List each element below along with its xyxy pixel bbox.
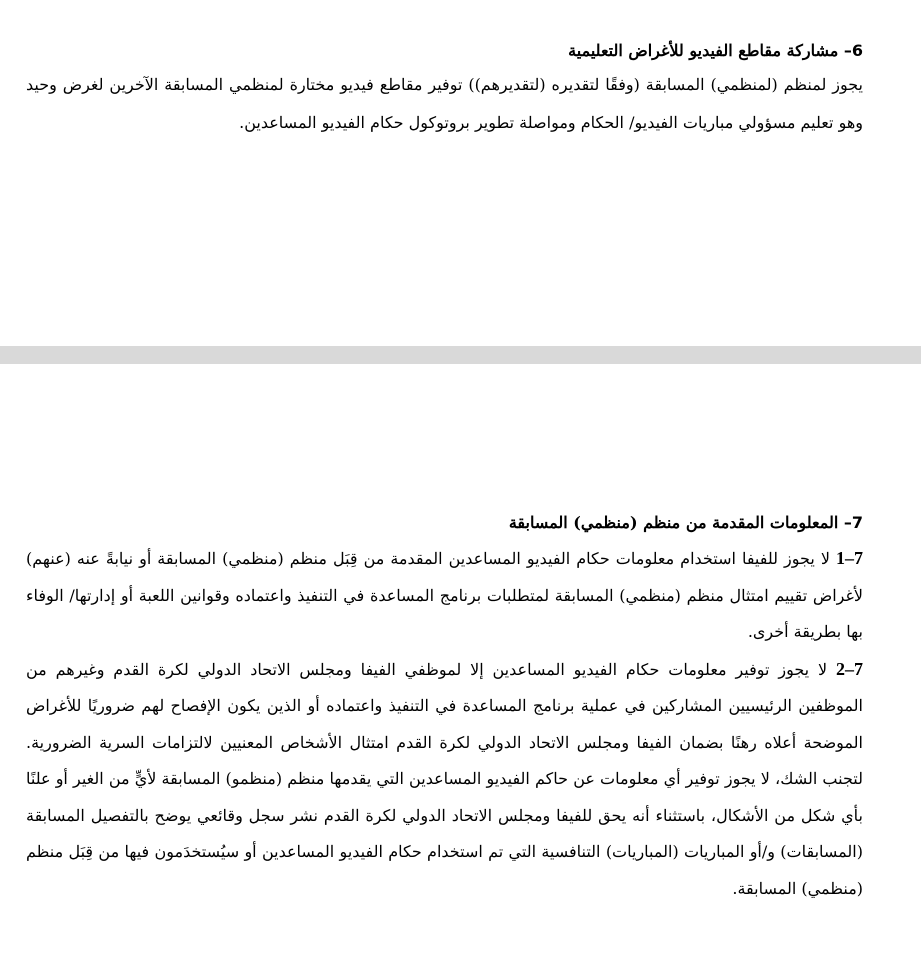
clause-7-1 (26, 540, 863, 651)
clause-7-1-text: لا يجوز للفيفا استخدام معلومات حكام الفيديو المساعدين المقدمة من قِبَل منظم (منظمي) المسابقة أو نيابةً عنه (عنهم) لأغراض تقييم امتثال منظم (منظمي) المسابقة لمتطلبات برنامج المساعدة في التنفيذ واعتماده وقوانين اللعبة أو إدارتها/ الوفاء بها بطريقة أخرى. (26, 549, 863, 641)
clause-7-1-number: 7–1 (836, 548, 864, 568)
section-7-number: 7– (843, 513, 863, 532)
section-6-heading (26, 36, 863, 66)
document-page-upper (0, 0, 921, 346)
page-separator (0, 346, 921, 364)
section-6 (26, 36, 863, 142)
section-7 (26, 508, 863, 907)
section-7-title: المعلومات المقدمة من منظم (منظمي) المسابقة (508, 513, 839, 532)
document-page-lower (0, 364, 921, 969)
clause-7-2-number: 7–2 (836, 658, 863, 679)
section-6-title: مشاركة مقاطع الفيديو للأغراض التعليمية (568, 41, 839, 60)
section-6-body: يجوز لمنظم (لمنظمي) المسابقة (وفقًا لتقديره (لتقديرهم)) توفير مقاطع فيديو مختارة لمنظمي المسابقة الآخرين لغرض وحيد وهو تعليم مسؤولي مباريات الفيديو/ الحكام ومواصلة تطوير بروتوكول حكام الفيديو المساعدين. (26, 75, 864, 132)
section-6-number: 6– (843, 41, 863, 60)
clause-7-2 (26, 651, 863, 908)
section-7-heading (26, 508, 863, 538)
clause-7-2-text: لا يجوز توفير معلومات حكام الفيديو المساعدين إلا لموظفي الفيفا ومجلس الاتحاد الدولي لكرة القدم وغيرهم من الموظفين الرئيسيين المشاركين في عملية برنامج المساعدة في التنفيذ واعتماده أو الذين يكون الإفصاح لهم ضروريًا للأغراض الموضحة أعلاه رهنًا بضمان الفيفا ومجلس الاتحاد الدولي لكرة القدم امتثال الأشخاص المعنيين لالتزامات السرية الضرورية. لتجنب الشك، لا يجوز توفير أي معلومات عن حاكم الفيديو المساعدين التي يقدمها منظم (منظمو) المسابقة لأيٍّ من الغير أو علنًا بأي شكل من الأشكال، باستثناء أنه يحق للفيفا ومجلس الاتحاد الدولي لكرة القدم نشر سجل وقائعي يوضح بالتفصيل المسابقة (المسابقات) و/أو المباريات (المباريات) التنافسية التي تم استخدام حكام الفيديو المساعدين أو سيُستخدَمون فيها من قِبَل منظم (منظمي) المسابقة. (26, 659, 864, 898)
